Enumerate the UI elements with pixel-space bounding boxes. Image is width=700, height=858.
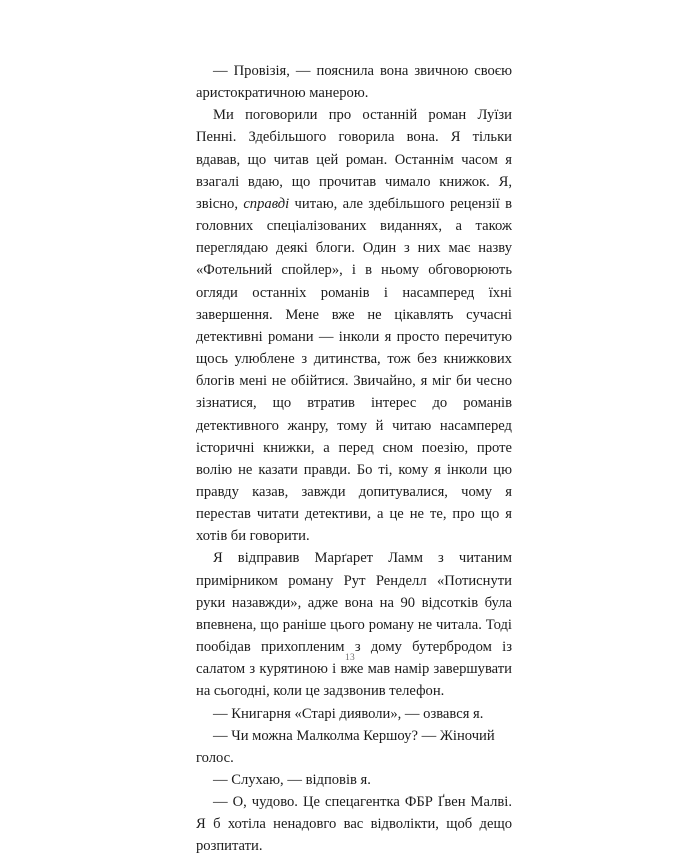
page-text-column xyxy=(196,60,512,858)
dialogue-line-speaking: — Слухаю, — відповів я. xyxy=(213,772,371,788)
paragraph-segment-roman: Ми поговорили про останній роман Луїзи Пенні. Здебільшого говорила вона. Я тільки вдавав, що читав цей роман. Останнім часом я взагалі вдаю, що прочитав чимало книжок. Я, звісно, xyxy=(196,107,512,212)
page-number: 13 xyxy=(344,653,356,663)
paragraph-segment-roman-tail: читаю, але здебільшого рецензії в головних спеціалізованих виданнях, а також переглядаю деякі блоги. Один з них має назву «Фотельний спойлер», і в ньому обговорюють огляди останніх романів і насамперед їхні завершення. Мене вже не цікавлять сучасні детективні романи — інколи я просто перечитую щось улюблене з дитинства, тож без книжкових блогів мені не обійтися. Звичайно, я міг би чесно зізнатися, що втратив інтерес до романів детективного жанру, тому й читаю насамперед історичні книжки, а перед сном поезію, проте волію не казати правди. Бо ті, кому я інколи цю правду казав, завжди допитувалися, чому я перестав читати детективи, а це не те, про що я хотів би говорити. xyxy=(196,195,513,545)
paragraph-dialogue-provision: — Провізія, — пояснила вона звичною своєю аристократичною манерою. xyxy=(196,63,512,102)
emphasis-spravdi: справді xyxy=(243,195,290,212)
dialogue-line-malcolm-kershaw: — Чи можна Малколма Кершоу? — Жіночий голос. xyxy=(196,727,495,766)
paragraph-margaret-lamm: Я відправив Марґарет Ламм з читаним примірником роману Рут Ренделл «Потиснути руки назавжди», адже вона на 90 відсотків була впевнена, що раніше цього роману не читала. Тоді пообідав прихопленим з дому бутербродом із салатом з курятиною і вже мав намір завершувати на сьогодні, коли це задзвонив телефон. xyxy=(196,550,512,700)
dialogue-line-bookshop: — Книгарня «Старі дияволи», — озвався я. xyxy=(213,705,484,722)
paragraph-louise-penny xyxy=(196,104,512,547)
dialogue-line-fbi-agent: — О, чудово. Це спецагентка ФБР Ґвен Малві. Я б хотіла ненадовго вас відволікти, щоб дещо розпитати. xyxy=(196,794,512,855)
